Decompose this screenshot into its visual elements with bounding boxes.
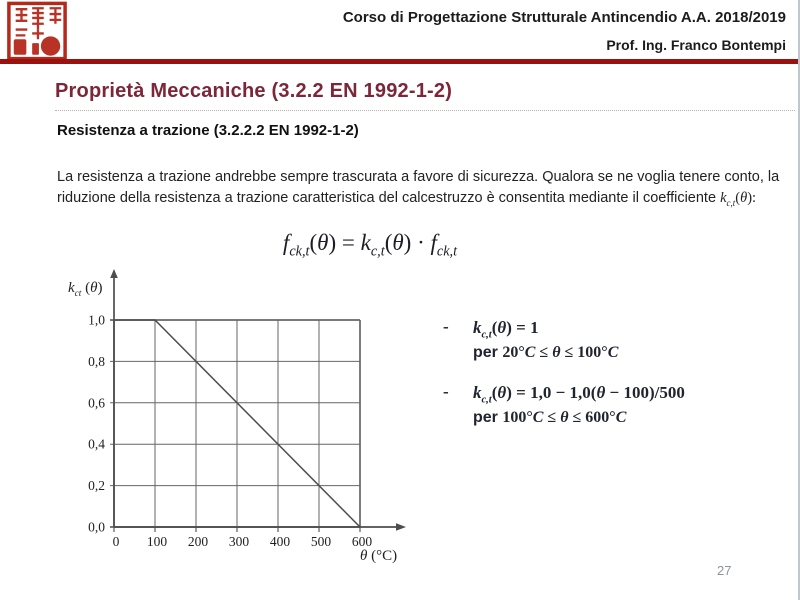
page-number: 27	[717, 563, 732, 578]
math-segment: C	[615, 409, 627, 426]
y-tick-label: 0,8	[88, 353, 105, 369]
math-segment: (	[81, 280, 91, 296]
math-segment: ):	[747, 190, 757, 206]
page-title: Proprietà Meccaniche (3.2.2 EN 1992-1-2)	[55, 80, 453, 102]
body-text: La resistenza a trazione andrebbe sempre trascurata a favore di sicurezza. Qualora se ne voglia tenere conto, la riduzione della resistenza a trazione caratteristica del calcestruzzo è consentita mediante il coefficiente	[57, 168, 780, 206]
math-segment: c,t	[726, 197, 736, 208]
math-segment: per	[473, 409, 503, 426]
professor-name: Prof. Ing. Franco Bontempi	[606, 37, 786, 53]
math-segment: ct	[74, 289, 82, 299]
x-tick-label: 100	[146, 534, 168, 549]
math-segment: c,t	[481, 394, 492, 406]
math-segment: 20°	[502, 344, 525, 361]
x-tick-label: 0	[112, 534, 120, 549]
y-tick-label: 1,0	[88, 312, 105, 328]
bullet-dash: -	[443, 382, 449, 401]
math-segment: (	[384, 230, 393, 255]
body-paragraph	[57, 167, 794, 210]
chart-y-axis-label	[68, 279, 103, 297]
math-segment: ) = 1	[506, 318, 539, 337]
math-segment: − 100)/500	[605, 383, 685, 402]
math-segment: )	[97, 280, 103, 296]
math-segment: θ	[360, 548, 368, 564]
math-segment: θ	[560, 409, 569, 426]
math-segment: k	[720, 190, 727, 206]
math-segment: f	[430, 230, 437, 255]
math-segment: ck,t	[289, 243, 310, 260]
math-segment: θ	[90, 280, 98, 296]
math-segment: (	[735, 190, 741, 206]
main-formula	[150, 229, 590, 260]
math-segment: ) ·	[403, 230, 431, 255]
math-segment: ≤ 100°	[560, 344, 608, 361]
y-tick-label: 0,0	[88, 519, 105, 535]
math-segment: c,t	[370, 243, 385, 260]
math-segment: C	[532, 409, 544, 426]
x-tick-label: 300	[228, 534, 250, 549]
math-segment: (	[309, 230, 318, 255]
condition-1	[473, 342, 618, 364]
math-segment: f	[282, 230, 290, 255]
y-tick-label: 0,4	[88, 436, 105, 452]
math-segment: ) = 1,0 − 1,0(	[506, 383, 597, 402]
math-segment: c,t	[481, 329, 492, 341]
math-segment: k	[68, 280, 75, 296]
math-segment: θ	[317, 230, 329, 255]
math-segment: θ	[497, 318, 507, 337]
course-title: Corso di Progettazione Strutturale Antincendio A.A. 2018/2019	[342, 9, 786, 26]
section-heading: Resistenza a trazione (3.2.2.2 EN 1992-1-2)	[57, 122, 359, 139]
math-segment: ck,t	[436, 243, 458, 260]
condition-2	[473, 407, 685, 429]
bullet-dash: -	[443, 317, 449, 336]
math-segment: (	[491, 383, 498, 402]
y-axis-arrow	[110, 269, 118, 278]
x-axis-arrow	[396, 523, 406, 531]
math-segment: ≤	[535, 344, 553, 361]
math-segment: C	[524, 344, 536, 361]
equation-2	[473, 382, 685, 404]
kct-chart-svg	[58, 266, 418, 576]
university-seal-logo	[6, 0, 68, 63]
kct-theta-chart	[58, 266, 418, 576]
math-segment: θ	[497, 383, 507, 402]
math-segment: (°C)	[367, 548, 398, 564]
equation-bullet-1	[443, 317, 618, 364]
header-divider-rule	[0, 59, 800, 64]
math-segment: C	[607, 344, 619, 361]
math-segment: ≤	[543, 409, 561, 426]
y-tick-label: 0,6	[88, 395, 105, 411]
math-segment: θ	[596, 383, 606, 402]
x-tick-label: 600	[351, 534, 373, 549]
math-segment: (	[491, 318, 498, 337]
math-segment: 100°	[502, 409, 533, 426]
chart-x-axis-label	[360, 547, 397, 565]
math-segment: k	[473, 383, 482, 402]
body-coefficient-math	[720, 190, 756, 206]
math-segment: per	[473, 344, 503, 361]
math-segment: k	[473, 318, 482, 337]
x-tick-label: 500	[310, 534, 332, 549]
x-tick-label: 400	[269, 534, 291, 549]
math-segment: k	[360, 230, 371, 255]
math-segment: ≤ 600°	[568, 409, 616, 426]
y-tick-label: 0,2	[88, 478, 105, 494]
math-segment: θ	[392, 230, 404, 255]
math-segment: θ	[552, 344, 561, 361]
title-block	[55, 80, 795, 111]
x-tick-label: 200	[187, 534, 209, 549]
math-segment: θ	[740, 190, 748, 206]
equation-bullet-2	[443, 382, 685, 429]
math-segment: ) =	[328, 230, 361, 255]
equation-1	[473, 317, 618, 339]
